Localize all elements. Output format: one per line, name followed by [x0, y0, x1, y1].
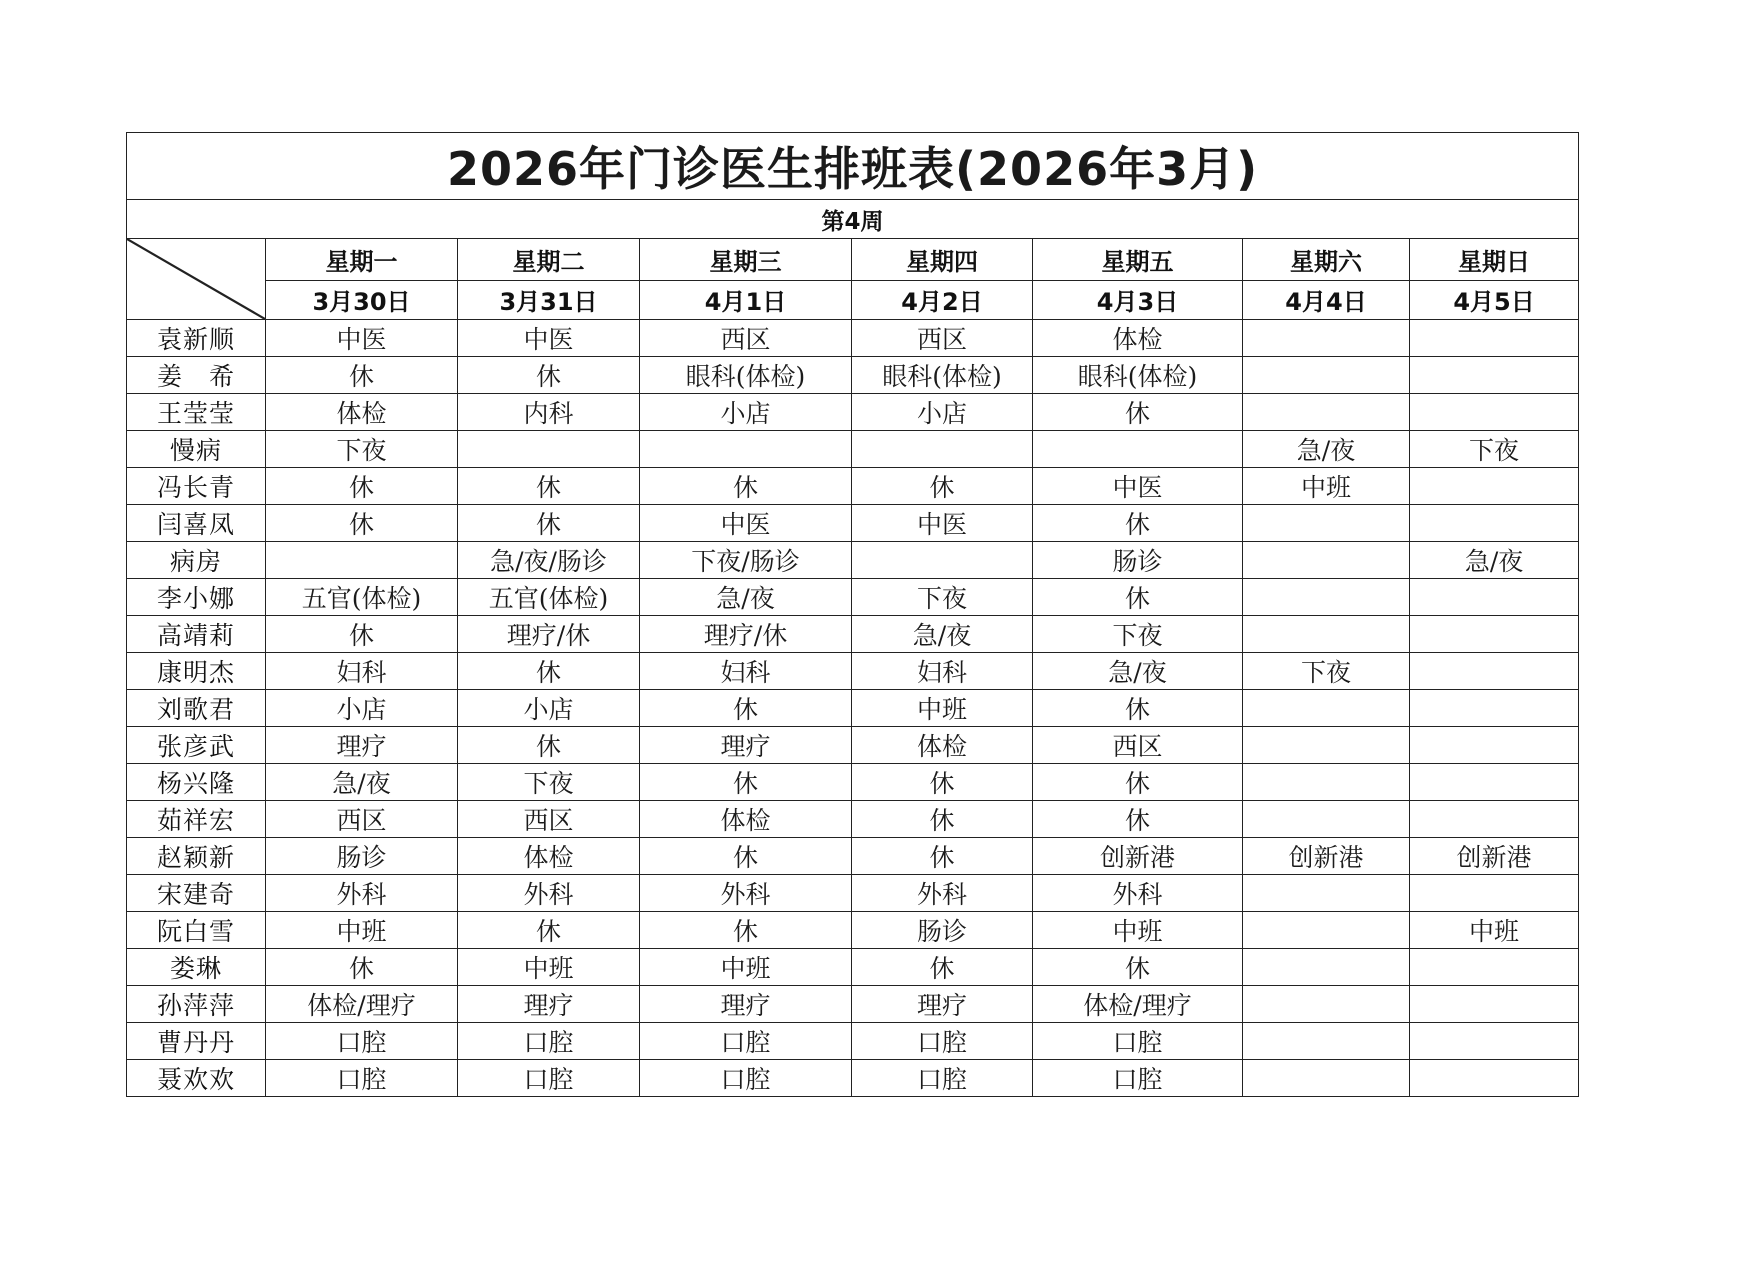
schedule-table [126, 132, 1579, 1097]
shift-cell [1243, 727, 1410, 764]
shift-cell: 理疗 [852, 986, 1033, 1023]
shift-cell [1243, 986, 1410, 1023]
shift-cell: 体检 [640, 801, 852, 838]
shift-cell: 理疗 [458, 986, 640, 1023]
shift-cell: 创新港 [1033, 838, 1243, 875]
date-header: 4月5日 [1410, 280, 1579, 320]
shift-cell: 休 [266, 949, 458, 986]
shift-cell: 西区 [266, 801, 458, 838]
shift-cell [1410, 357, 1579, 394]
weekday-header: 星期六 [1243, 239, 1410, 281]
doctor-name-cell: 聂欢欢 [127, 1060, 266, 1097]
shift-cell [852, 542, 1033, 579]
shift-cell: 肠诊 [266, 838, 458, 875]
shift-cell: 眼科(体检) [852, 357, 1033, 394]
table-row [127, 1023, 1579, 1060]
shift-cell [1410, 727, 1579, 764]
doctor-name-cell: 姜 希 [127, 357, 266, 394]
shift-cell: 休 [1033, 579, 1243, 616]
shift-cell: 五官(体检) [266, 579, 458, 616]
shift-cell: 休 [266, 468, 458, 505]
doctor-name-cell: 病房 [127, 542, 266, 579]
shift-cell: 急/夜 [1033, 653, 1243, 690]
shift-cell: 下夜 [1410, 431, 1579, 468]
doctor-name-cell: 袁新顺 [127, 320, 266, 357]
schedule-body [127, 320, 1579, 1097]
shift-cell: 体检/理疗 [1033, 986, 1243, 1023]
shift-cell: 休 [1033, 764, 1243, 801]
shift-cell: 急/夜 [640, 579, 852, 616]
shift-cell: 中班 [640, 949, 852, 986]
shift-cell: 口腔 [852, 1023, 1033, 1060]
shift-cell: 休 [852, 764, 1033, 801]
table-row [127, 431, 1579, 468]
table-row [127, 949, 1579, 986]
table-row [127, 320, 1579, 357]
shift-cell [1410, 394, 1579, 431]
shift-cell: 口腔 [458, 1060, 640, 1097]
shift-cell: 休 [458, 912, 640, 949]
shift-cell: 口腔 [1033, 1023, 1243, 1060]
shift-cell [1410, 1060, 1579, 1097]
shift-cell: 休 [266, 357, 458, 394]
shift-cell: 小店 [852, 394, 1033, 431]
shift-cell: 口腔 [852, 1060, 1033, 1097]
weekday-header: 星期五 [1033, 239, 1243, 281]
shift-cell: 休 [640, 912, 852, 949]
shift-cell [1243, 1060, 1410, 1097]
shift-cell: 五官(体检) [458, 579, 640, 616]
table-row [127, 468, 1579, 505]
shift-cell: 外科 [852, 875, 1033, 912]
date-header: 4月2日 [852, 280, 1033, 320]
shift-cell: 中医 [458, 320, 640, 357]
shift-cell [1243, 579, 1410, 616]
shift-cell: 休 [640, 838, 852, 875]
shift-cell [1410, 653, 1579, 690]
shift-cell: 创新港 [1243, 838, 1410, 875]
shift-cell: 体检 [458, 838, 640, 875]
shift-cell: 休 [852, 801, 1033, 838]
shift-cell: 中医 [1033, 468, 1243, 505]
shift-cell: 下夜 [852, 579, 1033, 616]
shift-cell [640, 431, 852, 468]
shift-cell: 休 [1033, 690, 1243, 727]
shift-cell: 急/夜/肠诊 [458, 542, 640, 579]
shift-cell [266, 542, 458, 579]
table-row [127, 653, 1579, 690]
doctor-name-cell: 赵颖新 [127, 838, 266, 875]
shift-cell [1410, 505, 1579, 542]
weekday-header: 星期二 [458, 239, 640, 281]
shift-cell: 外科 [458, 875, 640, 912]
shift-cell: 理疗/休 [458, 616, 640, 653]
shift-cell [1243, 801, 1410, 838]
doctor-name-cell: 闫喜凤 [127, 505, 266, 542]
shift-cell [1033, 431, 1243, 468]
shift-cell [1243, 1023, 1410, 1060]
doctor-name-cell: 康明杰 [127, 653, 266, 690]
shift-cell: 创新港 [1410, 838, 1579, 875]
shift-cell [1410, 986, 1579, 1023]
shift-cell: 休 [458, 727, 640, 764]
shift-cell [1243, 542, 1410, 579]
shift-cell: 中医 [852, 505, 1033, 542]
shift-cell: 妇科 [852, 653, 1033, 690]
shift-cell: 口腔 [266, 1060, 458, 1097]
shift-cell: 口腔 [640, 1060, 852, 1097]
week-label: 第4周 [127, 200, 1579, 239]
date-header: 4月4日 [1243, 280, 1410, 320]
shift-cell [1243, 505, 1410, 542]
shift-cell: 下夜 [1243, 653, 1410, 690]
table-row [127, 690, 1579, 727]
shift-cell: 休 [852, 468, 1033, 505]
shift-cell: 休 [852, 838, 1033, 875]
weekday-header-row [127, 239, 1579, 281]
doctor-name-cell: 孙萍萍 [127, 986, 266, 1023]
diagonal-line-icon [127, 239, 265, 319]
shift-cell: 休 [640, 468, 852, 505]
shift-cell: 妇科 [266, 653, 458, 690]
shift-cell [1410, 875, 1579, 912]
shift-cell: 小店 [640, 394, 852, 431]
doctor-name-cell: 茹祥宏 [127, 801, 266, 838]
shift-cell [1410, 764, 1579, 801]
shift-cell: 急/夜 [852, 616, 1033, 653]
doctor-name-cell: 刘歌君 [127, 690, 266, 727]
shift-cell: 肠诊 [1033, 542, 1243, 579]
shift-cell [1243, 912, 1410, 949]
table-row [127, 1060, 1579, 1097]
shift-cell: 休 [852, 949, 1033, 986]
shift-cell: 小店 [458, 690, 640, 727]
shift-cell: 口腔 [1033, 1060, 1243, 1097]
shift-cell: 中班 [458, 949, 640, 986]
shift-cell [1410, 468, 1579, 505]
shift-cell: 休 [458, 653, 640, 690]
date-header: 4月3日 [1033, 280, 1243, 320]
shift-cell [458, 431, 640, 468]
shift-cell: 休 [1033, 801, 1243, 838]
shift-cell [1243, 616, 1410, 653]
table-row [127, 579, 1579, 616]
shift-cell [852, 431, 1033, 468]
shift-cell: 急/夜 [1243, 431, 1410, 468]
weekday-header: 星期四 [852, 239, 1033, 281]
doctor-name-cell: 高靖莉 [127, 616, 266, 653]
shift-cell: 理疗/休 [640, 616, 852, 653]
shift-cell: 中班 [852, 690, 1033, 727]
shift-cell [1243, 320, 1410, 357]
shift-cell: 下夜 [266, 431, 458, 468]
shift-cell [1410, 949, 1579, 986]
shift-cell [1243, 949, 1410, 986]
shift-cell: 理疗 [266, 727, 458, 764]
shift-cell: 中班 [1033, 912, 1243, 949]
corner-diagonal-cell [127, 239, 266, 320]
shift-cell: 西区 [852, 320, 1033, 357]
doctor-name-cell: 阮白雪 [127, 912, 266, 949]
shift-cell: 肠诊 [852, 912, 1033, 949]
table-row [127, 394, 1579, 431]
shift-cell: 休 [266, 505, 458, 542]
shift-cell [1410, 579, 1579, 616]
table-row [127, 505, 1579, 542]
shift-cell: 休 [640, 764, 852, 801]
doctor-name-cell: 杨兴隆 [127, 764, 266, 801]
date-header-row [127, 280, 1579, 320]
shift-cell: 眼科(体检) [1033, 357, 1243, 394]
shift-cell: 中医 [640, 505, 852, 542]
shift-cell: 体检 [852, 727, 1033, 764]
shift-cell [1410, 1023, 1579, 1060]
shift-cell: 休 [1033, 505, 1243, 542]
shift-cell: 休 [1033, 949, 1243, 986]
shift-cell: 体检 [266, 394, 458, 431]
date-header: 4月1日 [640, 280, 852, 320]
table-row [127, 616, 1579, 653]
shift-cell: 小店 [266, 690, 458, 727]
table-row [127, 986, 1579, 1023]
shift-cell: 口腔 [458, 1023, 640, 1060]
shift-cell: 体检 [1033, 320, 1243, 357]
doctor-name-cell: 宋建奇 [127, 875, 266, 912]
shift-cell [1243, 357, 1410, 394]
shift-cell: 休 [458, 468, 640, 505]
doctor-name-cell: 曹丹丹 [127, 1023, 266, 1060]
weekday-header: 星期三 [640, 239, 852, 281]
shift-cell: 急/夜 [1410, 542, 1579, 579]
shift-cell: 休 [640, 690, 852, 727]
shift-cell: 外科 [266, 875, 458, 912]
shift-cell: 口腔 [640, 1023, 852, 1060]
doctor-name-cell: 冯长青 [127, 468, 266, 505]
table-row [127, 727, 1579, 764]
doctor-name-cell: 李小娜 [127, 579, 266, 616]
shift-cell: 妇科 [640, 653, 852, 690]
shift-cell: 理疗 [640, 727, 852, 764]
page-title: 2026年门诊医生排班表(2026年3月) [127, 133, 1579, 200]
table-row [127, 801, 1579, 838]
shift-cell: 体检/理疗 [266, 986, 458, 1023]
shift-cell: 下夜 [1033, 616, 1243, 653]
shift-cell: 中班 [1410, 912, 1579, 949]
shift-cell [1243, 690, 1410, 727]
shift-cell: 中医 [266, 320, 458, 357]
date-header: 3月31日 [458, 280, 640, 320]
shift-cell [1243, 875, 1410, 912]
table-row [127, 357, 1579, 394]
shift-cell: 急/夜 [266, 764, 458, 801]
shift-cell: 理疗 [640, 986, 852, 1023]
shift-cell: 西区 [640, 320, 852, 357]
doctor-name-cell: 王莹莹 [127, 394, 266, 431]
shift-cell: 眼科(体检) [640, 357, 852, 394]
weekday-header: 星期一 [266, 239, 458, 281]
shift-cell: 西区 [458, 801, 640, 838]
shift-cell [1243, 394, 1410, 431]
shift-cell: 休 [1033, 394, 1243, 431]
shift-cell: 内科 [458, 394, 640, 431]
shift-cell [1410, 320, 1579, 357]
schedule-sheet [126, 132, 1578, 1097]
doctor-name-cell: 娄琳 [127, 949, 266, 986]
doctor-name-cell: 慢病 [127, 431, 266, 468]
table-row [127, 875, 1579, 912]
shift-cell: 休 [458, 357, 640, 394]
date-header: 3月30日 [266, 280, 458, 320]
shift-cell: 休 [266, 616, 458, 653]
table-row [127, 542, 1579, 579]
shift-cell: 外科 [1033, 875, 1243, 912]
shift-cell: 中班 [1243, 468, 1410, 505]
shift-cell: 休 [458, 505, 640, 542]
shift-cell [1410, 801, 1579, 838]
shift-cell [1410, 690, 1579, 727]
table-row [127, 912, 1579, 949]
shift-cell [1243, 764, 1410, 801]
doctor-name-cell: 张彦武 [127, 727, 266, 764]
weekday-header: 星期日 [1410, 239, 1579, 281]
shift-cell: 外科 [640, 875, 852, 912]
table-row [127, 838, 1579, 875]
table-row [127, 764, 1579, 801]
shift-cell: 西区 [1033, 727, 1243, 764]
shift-cell: 中班 [266, 912, 458, 949]
shift-cell: 口腔 [266, 1023, 458, 1060]
shift-cell: 下夜/肠诊 [640, 542, 852, 579]
shift-cell: 下夜 [458, 764, 640, 801]
shift-cell [1410, 616, 1579, 653]
